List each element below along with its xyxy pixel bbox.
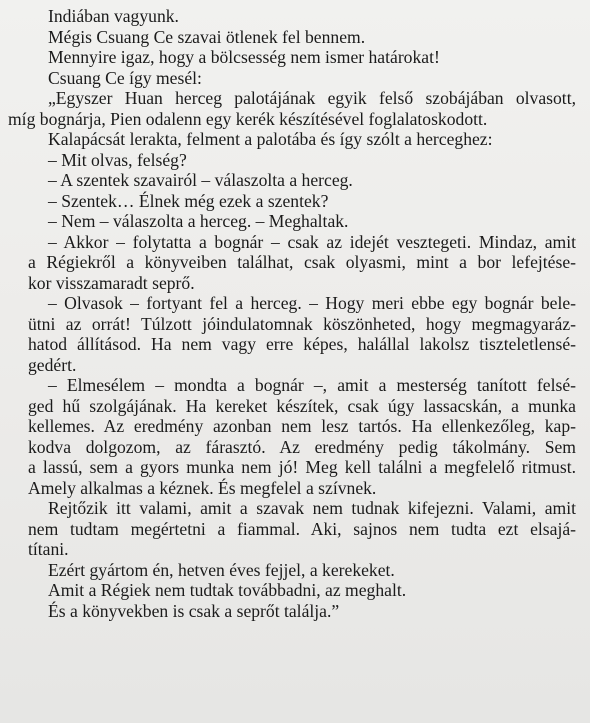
- text-line: – Mit olvas, felség?: [48, 149, 187, 170]
- text-line: – A szentek szavairól – válaszolta a herceg.: [48, 170, 353, 190]
- text-line: kor visszamaradt seprő.: [28, 272, 195, 293]
- text-line: Rejtőzik itt valami, amit a szavak nem tudnak kifejezni. Valami, amit: [48, 498, 576, 518]
- paragraph: [48, 68, 576, 89]
- paragraph: [48, 6, 576, 27]
- text-line: ütni az orrát! Túlzott jóindulatomnak köszönheted, hogy megmagyaráz-: [28, 313, 576, 334]
- paragraph: [48, 601, 576, 622]
- paragraph: [28, 293, 576, 375]
- text-line: nem tudtam megértetni a fiammal. Aki, sajnos nem tudta ezt elsajá-: [28, 518, 576, 539]
- paragraph: [28, 375, 576, 498]
- page-text: [8, 6, 576, 621]
- text-line: gedért.: [28, 354, 77, 375]
- text-line: títani.: [28, 539, 69, 559]
- text-line: Amely alkalmas a kéznek. És megfelel a szívnek.: [28, 477, 377, 498]
- paragraph: [48, 170, 576, 191]
- paragraph: [48, 47, 576, 68]
- paragraph: [48, 560, 576, 581]
- text-line: – Akkor – folytatta a bognár – csak az idejét vesztegeti. Mindaz, amit: [48, 231, 576, 252]
- text-line: És a könyvekben is csak a seprőt találja.”: [48, 600, 340, 621]
- paragraph: [48, 191, 576, 212]
- text-line: Amit a Régiek nem tudtak továbbadni, az meghalt.: [48, 580, 407, 600]
- text-line: a lassú, sem a gyors munka nem jó! Meg kell találni a megfelelő ritmust.: [28, 457, 576, 477]
- text-line: – Szentek… Élnek még ezek a szentek?: [48, 190, 329, 211]
- text-line: a Régiekről a könyveiben találhat, csak olyasmi, mint a bor lefejtése-: [28, 252, 576, 272]
- text-line: míg bognárja, Pien odalenn egy kerék készítésével foglalatoskodott.: [8, 108, 488, 129]
- paragraph: [28, 231, 576, 294]
- text-line: kodva dolgozom, az fárasztó. Az eredmény pedig tákolmány. Sem: [28, 436, 576, 457]
- paragraph: [28, 498, 576, 560]
- text-line: – Olvasok – fortyant fel a herceg. – Hogy meri ebbe egy bognár bele-: [48, 293, 576, 313]
- text-line: Indiában vagyunk.: [48, 6, 179, 26]
- text-line: Mennyire igaz, hogy a bölcsesség nem ismer határokat!: [48, 47, 440, 67]
- text-line: kellemes. Az eredmény azonban nem lesz tartós. Ha ellenkezőleg, kap-: [28, 416, 576, 436]
- text-line: – Elmesélem – mondta a bognár –, amit a mesterség tanított felsé-: [48, 375, 576, 395]
- text-line: hatod állításod. Ha nem vagy erre képes, halállal lakolsz tiszteletlensé-: [28, 334, 576, 354]
- paragraph: [48, 129, 576, 150]
- paragraph: [48, 580, 576, 601]
- paragraph: [48, 211, 576, 232]
- text-line: Csuang Ce így mesél:: [48, 67, 202, 88]
- text-line: „Egyszer Huan herceg palotájának egyik felső szobájában olvasott,: [48, 88, 576, 108]
- text-line: Kalapácsát lerakta, felment a palotába és így szólt a herceghez:: [48, 129, 493, 149]
- text-line: ged hű szolgájának. Ha kereket készítek, csak úgy lassacskán, a munka: [28, 395, 576, 416]
- paragraph: [48, 27, 576, 48]
- text-line: Mégis Csuang Ce szavai ötlenek fel bennem.: [48, 26, 366, 47]
- paragraph: [48, 150, 576, 171]
- text-line: – Nem – válaszolta a herceg. – Meghaltak.: [48, 211, 349, 231]
- paragraph: [8, 88, 576, 129]
- text-line: Ezért gyártom én, hetven éves fejjel, a kerekeket.: [48, 559, 395, 580]
